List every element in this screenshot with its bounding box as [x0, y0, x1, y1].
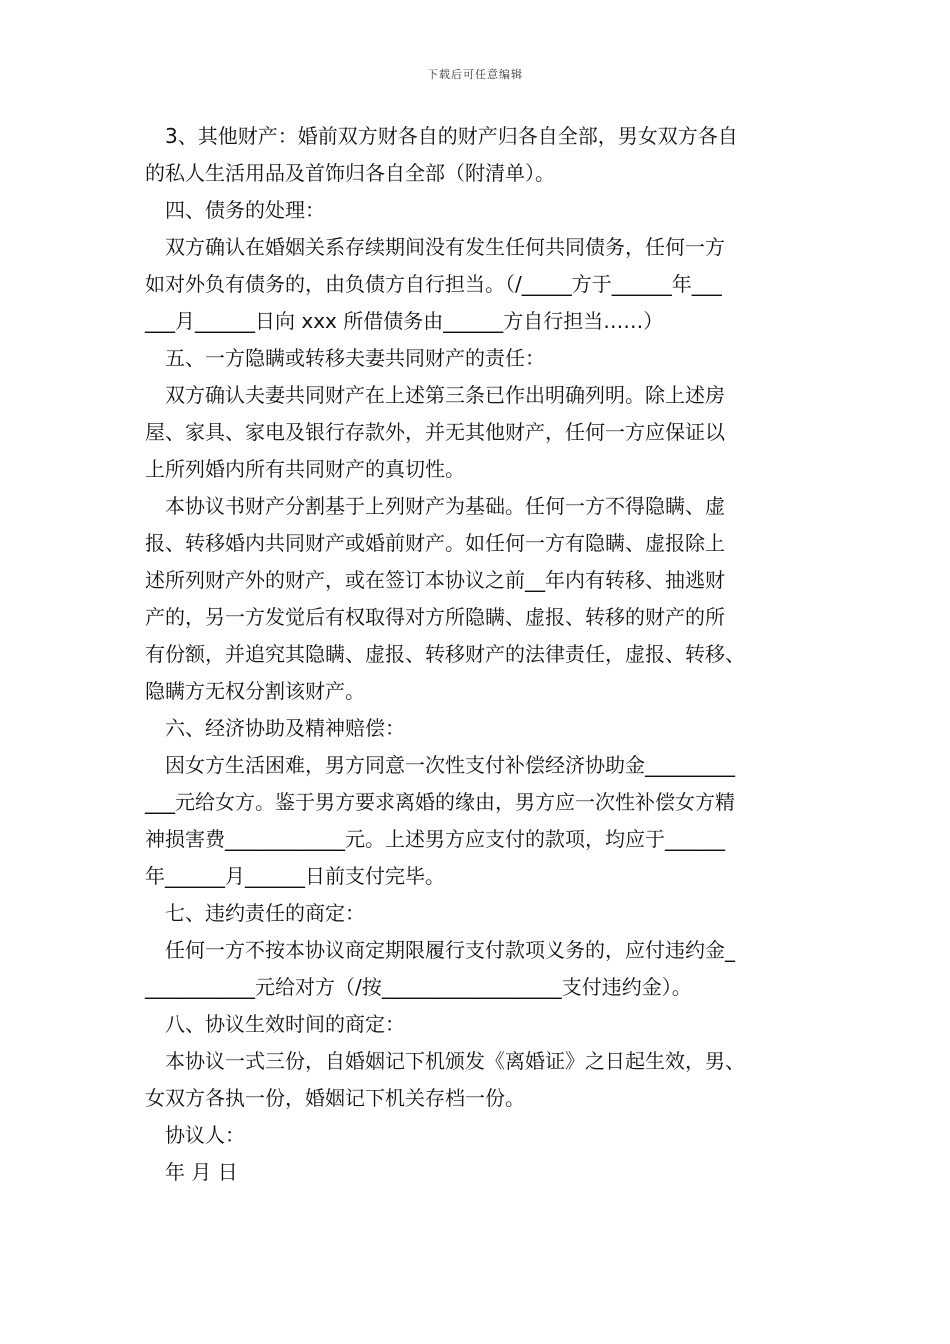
- text-line: 产的，另一方发觉后有权取得对方所隐瞒、虚报、转移的财产的所: [145, 605, 725, 629]
- text-line: 屋、家具、家电及银行存款外，并无其他财产，任何一方应保证以: [145, 420, 725, 444]
- text-line: 六、经济协助及精神赔偿：: [165, 716, 405, 740]
- text-line: 四、债务的处理：: [165, 198, 325, 222]
- text-line: 本协议书财产分割基于上列财产为基础。任何一方不得隐瞒、虚: [165, 494, 725, 518]
- text-line: ___月______日向 xxx 所借债务由______方自行担当……）: [145, 309, 664, 333]
- text-line: 因女方生活困难，男方同意一次性支付补偿经济协助金_________: [165, 753, 735, 777]
- text-line: 七、违约责任的商定：: [165, 901, 365, 925]
- text-line: 述所列财产外的财产，或在签订本协议之前__年内有转移、抽逃财: [145, 568, 725, 592]
- text-line: 年______月______日前支付完毕。: [145, 864, 445, 888]
- text-line: 上所列婚内所有共同财产的真切性。: [145, 457, 465, 481]
- text-line: 协议人：: [165, 1123, 245, 1147]
- text-line: 五、一方隐瞒或转移夫妻共同财产的责任：: [165, 346, 545, 370]
- text-line: 报、转移婚内共同财产或婚前财产。如任何一方有隐瞒、虚报除上: [145, 531, 725, 555]
- text-line: 有份额，并追究其隐瞒、虚报、转移财产的法律责任，虚报、转移、: [145, 642, 745, 666]
- page-header-note: 下载后可任意编辑: [427, 68, 523, 81]
- text-line: 的私人生活用品及首饰归各自全部（附清单）。: [145, 161, 555, 185]
- text-line: ___________元给对方（/按__________________支付违约金）。: [145, 975, 692, 999]
- text-line: 女双方各执一份，婚姻记下机关存档一份。: [145, 1086, 525, 1110]
- text-line: 八、协议生效时间的商定：: [165, 1012, 405, 1036]
- text-line: ___元给女方。鉴于男方要求离婚的缘由，男方应一次性补偿女方精: [145, 790, 735, 814]
- text-line: 3、其他财产：婚前双方财各自的财产归各自全部，男女双方各自: [165, 124, 738, 148]
- text-line: 双方确认在婚姻关系存续期间没有发生任何共同债务，任何一方: [165, 235, 725, 259]
- text-line: 年 月 日: [165, 1160, 238, 1184]
- text-line: 神损害费____________元。上述男方应支付的款项，均应于______: [145, 827, 725, 851]
- text-line: 如对外负有债务的，由负债方自行担当。（/_____方于______年___: [145, 272, 722, 296]
- text-line: 隐瞒方无权分割该财产。: [145, 679, 365, 703]
- document-body: [145, 118, 825, 1191]
- text-line: 任何一方不按本协议商定期限履行支付款项义务的，应付违约金_: [165, 938, 735, 962]
- text-line: 本协议一式三份，自婚姻记下机颁发《离婚证》之日起生效，男、: [165, 1049, 745, 1073]
- text-line: 双方确认夫妻共同财产在上述第三条已作出明确列明。除上述房: [165, 383, 725, 407]
